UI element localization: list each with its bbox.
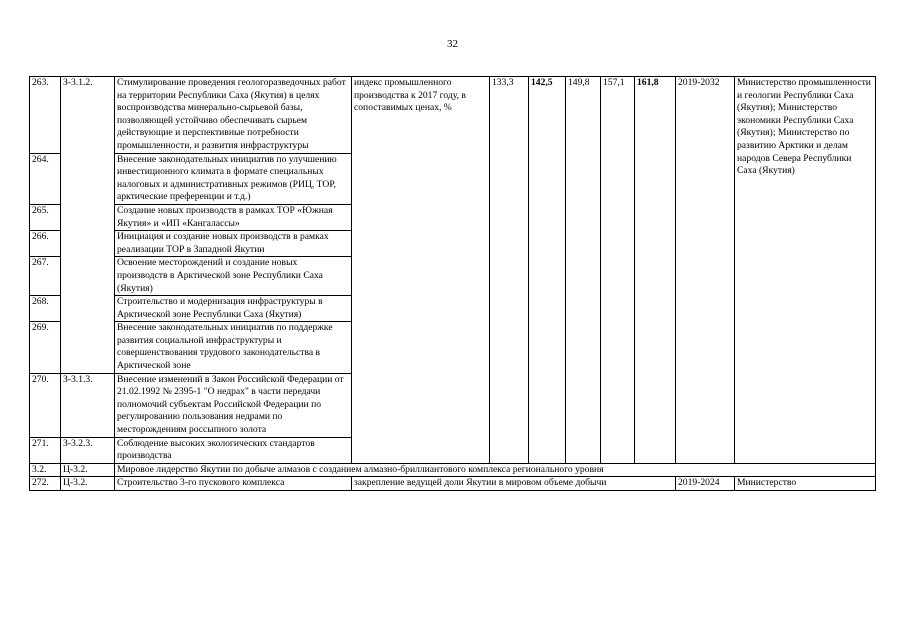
row-measure: Внесение изменений в Закон Российской Федерации от 21.02.1992 № 2395-1 "О недрах" в части передачи полномочий субъектам Российской Федерации по регулированию пользования недрами по месторождениям россыпного золота — [115, 373, 352, 437]
goal-number: 3.2. — [30, 463, 61, 477]
responsible-cell: Министерство — [735, 477, 876, 491]
row-number: 267. — [30, 257, 61, 296]
row-number: 269. — [30, 322, 61, 373]
value-cell: 133,3 — [490, 77, 529, 464]
row-measure: Соблюдение высоких экологических стандартов производства — [115, 437, 352, 463]
period-cell: 2019-2032 — [676, 77, 735, 464]
row-number: 271. — [30, 437, 61, 463]
goal-row — [30, 463, 876, 477]
value-cell: 149,8 — [566, 77, 601, 464]
goal-text: Мировое лидерство Якутии по добыче алмазов с созданием алмазно-бриллиантового комплекса регионального уровня — [115, 463, 876, 477]
row-measure: Создание новых производств в рамках ТОР «Южная Якутия» и «ИП «Кангалассы» — [115, 204, 352, 230]
row-measure: Внесение законодательных инициатив по поддержке развития социальной инфраструктуры и совершенствования трудового законодательства в Арктической зоне — [115, 322, 352, 373]
row-code: Ц-3.2. — [61, 477, 115, 491]
row-number: 265. — [30, 204, 61, 230]
measures-table — [29, 76, 876, 491]
row-measure: Строительство и модернизация инфраструктуры в Арктической зоне Республики Саха (Якутия) — [115, 296, 352, 322]
period-cell: 2019-2024 — [676, 477, 735, 491]
row-number: 264. — [30, 153, 61, 204]
value-cell: 142,5 — [529, 77, 566, 464]
row-measure: Освоение месторождений и создание новых производств в Арктической зоне Республики Саха (Якутия) — [115, 257, 352, 296]
value-cell: 157,1 — [601, 77, 635, 464]
row-measure: Строительство 3-го пускового комплекса — [115, 477, 352, 491]
table-row — [30, 77, 876, 154]
goal-code: Ц-3.2. — [61, 463, 115, 477]
row-measure: Внесение законодательных инициатив по улучшению инвестиционного климата в формате специальных налоговых и административных режимов (РИЦ, ТОР, арктические преференции и т.д.) — [115, 153, 352, 204]
row-number: 272. — [30, 477, 61, 491]
row-number: 270. — [30, 373, 61, 437]
indicator-cell: индекс промышленного производства к 2017 году, в сопоставимых ценах, % — [352, 77, 490, 464]
responsible-cell: Министерство промышленности и геологии Республики Саха (Якутия); Министерство экономики Республики Саха (Якутия); Министерство по развитию Арктики и делам народов Севера Республики Саха (Якутия) — [735, 77, 876, 464]
page-number: 32 — [447, 38, 458, 50]
row-code: З-3.1.3. — [61, 373, 115, 437]
value-cell: 161,8 — [635, 77, 676, 464]
row-code: З-3.2.3. — [61, 437, 115, 463]
row-measure: Стимулирование проведения геологоразведочных работ на территории Республики Саха (Якутия) в целях воспроизводства минерально-сырьевой базы, позволяющей устойчиво обеспечивать сырьем действующие и перспективные потребности промышленности, и развития инфраструктуры — [115, 77, 352, 154]
row-number: 268. — [30, 296, 61, 322]
row-number: 263. — [30, 77, 61, 154]
row-number: 266. — [30, 231, 61, 257]
row-measure: Инициация и создание новых производств в рамках реализации ТОР в Западной Якутии — [115, 231, 352, 257]
indicator-cell: закрепление ведущей доли Якутии в мировом объеме добычи — [352, 477, 676, 491]
table-row — [30, 477, 876, 491]
row-code: З-3.1.2. — [61, 77, 115, 374]
